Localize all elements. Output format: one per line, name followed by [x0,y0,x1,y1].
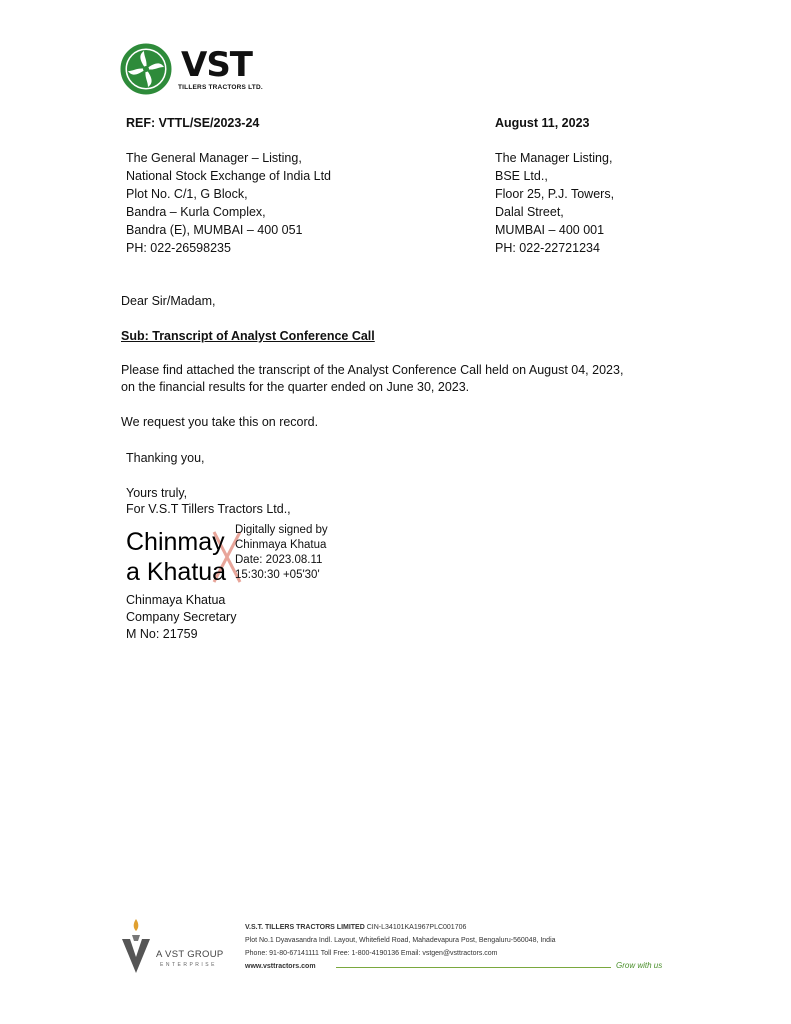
signature-detail: Digitally signed by [235,524,328,536]
body-paragraph-1-line-2: on the financial results for the quarter ended on June 30, 2023. [121,380,470,394]
reference-number: REF: VTTL/SE/2023-24 [126,116,260,130]
address-line: BSE Ltd., [495,169,548,183]
footer-website[interactable]: www.vsttractors.com [245,963,316,970]
signatory-title: Company Secretary [126,610,237,624]
salutation: Dear Sir/Madam, [121,294,216,308]
signature-details [235,523,328,583]
footer-address: Plot No.1 Dyavasandra Indl. Layout, Whitefield Road, Mahadevapura Post, Bengaluru-560048, India [245,937,556,944]
address-line: Plot No. C/1, G Block, [126,187,248,201]
signature-detail: Chinmaya Khatua [235,539,327,551]
closing-yours: Yours truly, [126,486,188,500]
letter-date: August 11, 2023 [495,116,590,130]
closing-company: For V.S.T Tillers Tractors Ltd., [126,502,291,516]
closing-thanks: Thanking you, [126,451,205,465]
address-line: National Stock Exchange of India Ltd [126,169,331,183]
logo-subtitle: TILLERS TRACTORS LTD. [178,84,263,91]
address-line: Floor 25, P.J. Towers, [495,187,615,201]
address-line: The General Manager – Listing, [126,151,302,165]
signatory-name: Chinmaya Khatua [126,593,226,607]
footer-company: V.S.T. TILLERS TRACTORS LIMITED [245,924,365,931]
signature-name [126,527,226,587]
signature-detail: 15:30:30 +05'30' [235,569,320,581]
footer-company-line [245,922,466,934]
signature-detail: Date: 2023.08.11 [235,554,323,566]
address-phone: PH: 022-26598235 [126,241,231,255]
subject-line: Sub: Transcript of Analyst Conference Call [121,329,375,343]
address-line: Bandra (E), MUMBAI – 400 051 [126,223,303,237]
footer-divider [336,967,611,968]
vst-group-logo-icon [116,917,156,975]
address-line: Bandra – Kurla Complex, [126,205,266,219]
footer-contact: Phone: 91-80-67141111 Toll Free: 1-800-4190136 Email: vstgen@vsttractors.com [245,950,498,957]
address-line: The Manager Listing, [495,151,613,165]
logo-wordmark: VST [181,45,252,85]
body-paragraph-1-line-1: Please find attached the transcript of the Analyst Conference Call held on August 04, 2023, [121,363,624,377]
addressee-nse [126,149,331,257]
footer-group-name: A VST GROUP [156,949,224,960]
addressee-bse [495,149,614,257]
signature-name-line-2: a Khatua [126,558,227,586]
footer-tagline: Grow with us [616,961,663,970]
footer-group-subtitle: ENTERPRISE [160,962,217,968]
address-phone: PH: 022-22721234 [495,241,600,255]
body-paragraph-2: We request you take this on record. [121,415,319,429]
signatory-membership: M No: 21759 [126,627,198,641]
footer-cin: CIN-L34101KA1967PLC001706 [366,924,467,931]
signature-name-line-1: Chinmay [126,528,225,556]
address-line: Dalal Street, [495,205,564,219]
address-line: MUMBAI – 400 001 [495,223,605,237]
